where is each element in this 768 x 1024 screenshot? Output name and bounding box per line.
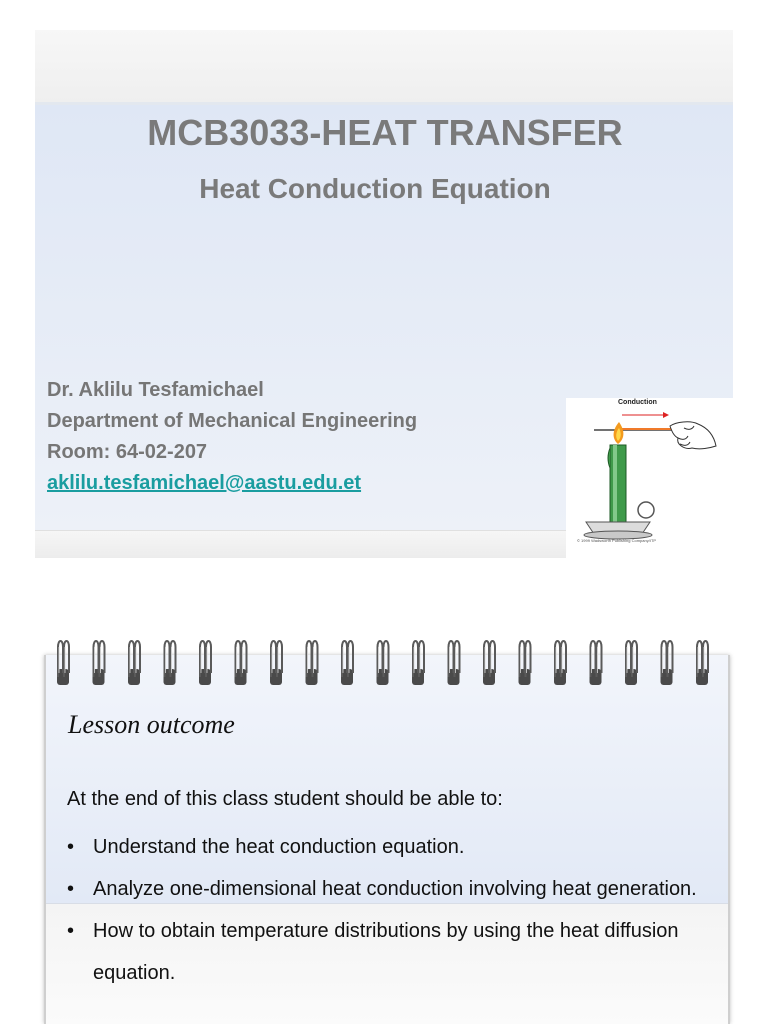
list-item-text: Analyze one-dimensional heat conduction involving heat generation. bbox=[93, 878, 697, 900]
outcome-list bbox=[67, 826, 707, 994]
author-room: Room: 64-02-207 bbox=[47, 441, 208, 463]
spiral-ring-icon bbox=[661, 641, 673, 685]
spiral-ring-icon bbox=[341, 641, 353, 685]
spiral-ring-icon bbox=[199, 641, 211, 685]
conduction-figure bbox=[566, 398, 733, 558]
author-email-link[interactable]: aklilu.tesfamichael@aastu.edu.et bbox=[47, 472, 362, 494]
bullet-icon: • bbox=[67, 878, 75, 900]
spiral-ring-icon bbox=[93, 641, 105, 685]
author-name: Dr. Aklilu Tesfamichael bbox=[47, 379, 264, 401]
spiral-binding-icon bbox=[44, 633, 726, 693]
spiral-ring-icon bbox=[270, 641, 282, 685]
list-item bbox=[67, 826, 707, 868]
lesson-title: Lesson outcome bbox=[68, 710, 235, 739]
spiral-ring-icon bbox=[590, 641, 602, 685]
author-department: Department of Mechanical Engineering bbox=[47, 410, 418, 432]
spiral-ring-icon bbox=[519, 641, 531, 685]
spiral-ring-icon bbox=[164, 641, 176, 685]
author-block bbox=[47, 375, 417, 499]
spiral-ring-icon bbox=[306, 641, 318, 685]
spiral-ring-icon bbox=[554, 641, 566, 685]
spiral-ring-icon bbox=[696, 641, 708, 685]
spiral-ring-icon bbox=[625, 641, 637, 685]
lesson-intro: At the end of this class student should be able to: bbox=[67, 788, 503, 810]
list-item bbox=[67, 868, 707, 910]
lecture-subtitle: Heat Conduction Equation bbox=[199, 173, 551, 204]
title-slide bbox=[35, 30, 733, 558]
spiral-ring-icon bbox=[235, 641, 247, 685]
spiral-ring-icon bbox=[412, 641, 424, 685]
list-item-text: Understand the heat conduction equation. bbox=[93, 836, 465, 858]
spiral-ring-icon bbox=[483, 641, 495, 685]
spiral-ring-icon bbox=[377, 641, 389, 685]
spiral-ring-icon bbox=[448, 641, 460, 685]
bullet-icon: • bbox=[67, 836, 75, 858]
list-item bbox=[67, 910, 707, 994]
slide-header-band bbox=[35, 30, 733, 102]
spiral-ring-icon bbox=[128, 641, 140, 685]
candle-conduction-icon bbox=[566, 398, 733, 558]
figure-copyright: © 1999 Wadsworth Publishing Company/ITP bbox=[577, 538, 657, 543]
spiral-ring-icon bbox=[57, 641, 69, 685]
list-item-text: How to obtain temperature distributions by using the heat diffusion equation. bbox=[93, 920, 679, 984]
course-title: MCB3033-HEAT TRANSFER bbox=[147, 112, 623, 153]
figure-label: Conduction bbox=[618, 399, 657, 406]
bullet-icon: • bbox=[67, 920, 75, 942]
